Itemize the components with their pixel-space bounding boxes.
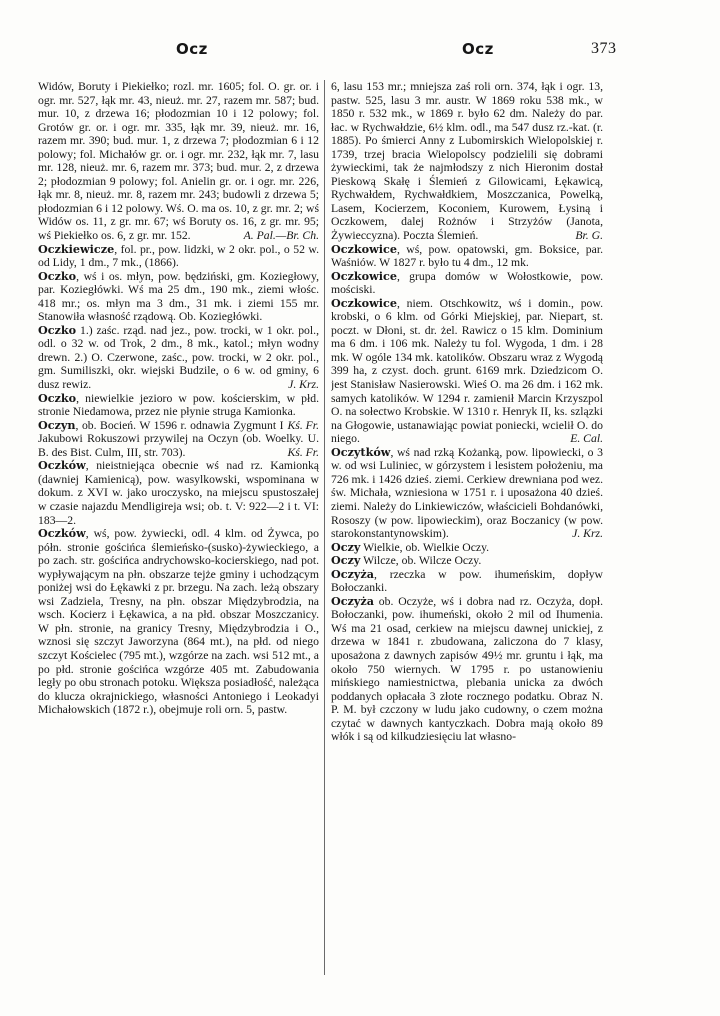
entry-author-signature: Br. G. <box>575 229 603 243</box>
entry-text: , grupa domów w Wołostkowie, pow. mościski. <box>331 269 603 297</box>
entry-text: , nieistniejąca obecnie wś nad rz. Kamionką (dawniej Kamienicą), pow. wasylkowski, wspominana w dokum. z XVI w. jako uroczysko, na miejscu spustoszałej w czasie najazdu Mendligireja wsi; ob. t. V: 922—2 i t. VI: 183—2. <box>38 459 319 527</box>
entry-author-signature: A. Pal.—Br. Ch. <box>243 229 319 243</box>
page-number: 373 <box>591 40 617 57</box>
entry-author-signature: J. Krz. <box>572 527 603 541</box>
dictionary-entry <box>38 459 319 527</box>
entry-text: 6, lasu 153 mr.; mniejsza zaś roli orn. 374, łąk i ogr. 13, pastw. 525, lasu 3 mr. austr. W 1869 roku 538 mk., w 1850 r. 532 mk., w 1869 r. było 62 dm. Należy do par. łac. w Rychwałdzie, 6½ klm. odl., ma 547 dusz rz.-kat. (r. 1885). Po śmierci Anny z Lubomirskich Wielopolskiej r. 1739, trzej bracia Wielopolscy podzielili się dobrami żywieckimi, tak że najmłodszy z nich Hieronim dostał Pieskową Skałę i Ślemień z Gilowicami, Łękawicą, Rychwałdem, Rychwałdkiem, Moszczanica, Powelką, Lasem, Kocierzem, Koconiem, Kurowem, Łysiną i Oczkowem, dalej Rożnów i Strzyżów (Janota, Żywieccyzna). Poczta Ślemień. <box>331 80 603 243</box>
dictionary-entry <box>38 80 319 243</box>
entry-author-signature: Kś. Fr. <box>287 418 319 432</box>
entry-author-signature: Kś. Fr. <box>287 445 319 459</box>
entry-headword: Oczkowice <box>331 241 397 256</box>
entry-author-signature: E. Cal. <box>570 432 603 446</box>
dictionary-entry <box>38 243 319 270</box>
entry-headword: Oczkowice <box>331 295 397 310</box>
left-column <box>38 80 319 1000</box>
entry-headword: Oczkowice <box>331 268 397 283</box>
entry-headword: Oczyża <box>331 593 375 608</box>
entry-headword: Oczy <box>331 539 361 554</box>
entry-text: , wś, pow. żywiecki, odl. 4 klm. od Żywca, po półn. stronie gościńca ślemieńsko-(susko)-żywieckiego, a po zach. str. gościńca andrychowsko-kocierskiego, nad pot. wypływającym na płn. obszarze tejże gminy i uchodzącym poniżej wsi do Łękawki z pr. brzegu. Na zach. leżą obszary wsi Zadziela, Tresny, na płn. obszar Międzybrodzia, na wsch. Kocierz i Łękawica, a na płd. obszar Moszczanicy. W płn. stronie, na granicy Tresny, Międzybrodzia i O., wznosi się szczyt Jaworzyna (864 mt.), na płd. od niego szczyt Kościelec (795 mt.), wzgórze na zach. wsi 512 mt., a po płd. stronie gościńca wzgórze 405 mt. Zabudowania legły po obu stronach potoku. Większa posiadłość, należąca do klucza okrajnickiego, własności Antoniego i Leokadyi Michałowskich (1872 r.), obejmuje roli orn. 5, pastw. <box>38 527 319 717</box>
entry-text: Wielkie, ob. Wielkie Oczy. <box>360 540 490 554</box>
running-head-center: Ocz <box>462 40 494 58</box>
entry-text: Wilcze, ob. Wilcze Oczy. <box>360 554 482 568</box>
entry-text: , ob. Bocień. W 1596 r. odnawia Zygmunt I Jakubowi Rokuszowi przywilej na Oczyn (ob. Woelky. U. B. des Bist. Culm, III, str. 703). <box>38 418 319 459</box>
dictionary-entry <box>331 568 603 595</box>
dictionary-entry <box>38 419 319 460</box>
dictionary-entry <box>331 446 603 541</box>
entry-headword: Oczyn <box>38 417 76 432</box>
entry-headword: Oczków <box>38 526 86 541</box>
dictionary-entry <box>331 297 603 446</box>
dictionary-entry <box>38 324 319 392</box>
entry-text: , wś i os. młyn, pow. będziński, gm. Koziegłowy, par. Koziegłówki. Wś ma 25 dm., 190 mk., ziemi włośc. 418 mr.; os. młyn ma 3 dm., 31 mk. i ziemi 155 mr. Stanowiła własność rządową. Ob. Koziegłówki. <box>38 269 319 324</box>
entry-headword: Oczko <box>38 268 77 283</box>
entry-text: , wś nad rzką Kożanką, pow. lipowiecki, o 3 w. od wsi Luliniec, w górzystem i lesistem położeniu, ma 726 mk. i 1426 dzieś. ziemi. Cerkiew drewniana pod wez. św. Michała, wzniesiona w 1751 r. i uposażona 40 dzieś. ziemi. Należy do Linkiewiczów, właścicieli Bohdanówki, Rososzy (w pow. lipowieckim), oraz Boczanicy (w pow. starokonstantynowskim). <box>331 445 603 541</box>
dictionary-entry <box>331 595 603 744</box>
entry-headword: Oczkiewicze <box>38 241 115 256</box>
dictionary-entry <box>331 554 603 568</box>
entry-headword: Oczko <box>38 322 77 337</box>
running-head-left: Ocz <box>176 40 208 58</box>
entry-text: Widów, Boruty i Piekiełko; rozl. mr. 1605; fol. O. gr. or. i ogr. mr. 527, łąk mr. 43, nieuż. mr. 27, razem mr. 587; bud. mur. 10, z drzewa 16; płodozmian 10 i 12 polowy; fol. Grotów gr. or. i ogr. mr. 335, łąk mr. 39, nieuż. mr. 16, razem mr. 390; bud. mur. 1, z drzewa 7; płodozmian 6 i 12 polowy; fol. Michałów gr. or. i ogr. mr. 232, łąk mr. 7, lasu mr. 128, nieuż. mr. 6, razem mr. 373; bud. mur. 2, z drzewa 2; płodozmian 9 polowy; fol. Anielin gr. or. i ogr. mr. 226, łąk mr. 8, nieuż. mr. 8, razem mr. 243; budowli z drzewa 5; płodozmian 6 i 12 polowy. Wś. O. ma os. 10, z gr. mr. 2; wś Widów os. 11, z gr. mr. 67; wś Boruty os. 16, z gr. mr. 95; wś Piekiełko os. 6, z gr. mr. 152. <box>38 80 319 243</box>
running-head <box>0 40 720 70</box>
dictionary-entry <box>331 243 603 270</box>
entry-text: , niewielkie jezioro w pow. kościerskim, w płd. stronie Niedamowa, przez nie płynie struga Kamionka. <box>38 391 319 419</box>
dictionary-entry <box>38 270 319 324</box>
dictionary-entry <box>331 541 603 555</box>
entry-text: , fol. pr., pow. lidzki, w 2 okr. pol., o 52 w. od Lidy, 1 dm., 7 mk., (1866). <box>38 242 319 270</box>
entry-text: ob. Oczyże, wś i dobra nad rz. Oczyża, dopł. Bołoczanki, pow. ihumeński, około 2 mil od Ihumenia. Wś ma 21 osad, cerkiew na miejscu dawnej unickiej, z drzewa w 1841 r. zbudowana, zaliczona do 7 klasy, uposażona z dawnych zapisów 49½ mr. gruntu i łąk, ma około 750 wiernych. W 1795 r. po ustanowieniu mińskiego namiestnictwa, plebania unicka za dwóch poddanych opłacała 3 złote rocznego podatku. Obraz N. P. M. był czczony w ludu jako cudowny, o czem można czytać w dawnych kantyczkach. Dobra mają około 89 włók i są od kilkudziesięciu lat własno- <box>331 594 603 744</box>
entry-headword: Oczyża <box>331 566 375 581</box>
dictionary-entry <box>331 270 603 297</box>
right-column <box>331 80 603 1000</box>
entry-headword: Oczytków <box>331 444 391 459</box>
dictionary-entry <box>331 80 603 243</box>
entry-headword: Oczków <box>38 458 86 473</box>
entry-text: , wś, pow. opatowski, gm. Boksice, par. Waśniów. W 1827 r. było tu 4 dm., 12 mk. <box>331 242 603 270</box>
entry-headword: Oczko <box>38 390 77 405</box>
entry-author-signature: J. Krz. <box>288 378 319 392</box>
entry-text: , rzeczka w pow. ihumeńskim, dopływ Bołoczanki. <box>331 567 603 595</box>
entry-text: 1.) zaśc. rząd. nad jez., pow. trocki, w 1 okr. pol., odl. o 32 w. od Trok, 2 dm., 8 mk., katol.; młyn wodny drewn. 2.) O. Czerwone, zaśc., pow. trocki, w 2 okr. pol., gm. Sumiliszki, okr. wiejski Budzile, o 6 w. od gminy, 6 dusz rewiz. <box>38 323 319 392</box>
column-divider <box>324 80 325 975</box>
dictionary-entry <box>38 527 319 717</box>
entry-headword: Oczy <box>331 553 361 568</box>
entry-text: , niem. Otschkowitz, wś i domin., pow. krobski, o 6 klm. od Górki Miejskiej, par. Niepart, st. poczt. w Dłoni, st. dr. żel. Rawicz o 15 klm. Dominium ma 6 dm. i 106 mk. Należy tu fol. Wygoda, 1 dm. i 28 mk. W ogóle 134 mk. katolików. Obszaru wraz z Wygodą 399 ha, z czyst. doch. grunt. 6169 mrk. Dziedzicom O. jest Stanisław Nasierowski. Wieś O. ma 26 dm. i 162 mk. samych katolików. W 1294 r. zamienił Marcin Krzyszpol O. na sołectwo Krobskie. W 1310 r. Henryk II, ks. szlązki na Głogowie, ustanawiając powiat poniecki, wcielił O. do niego. <box>331 296 603 446</box>
